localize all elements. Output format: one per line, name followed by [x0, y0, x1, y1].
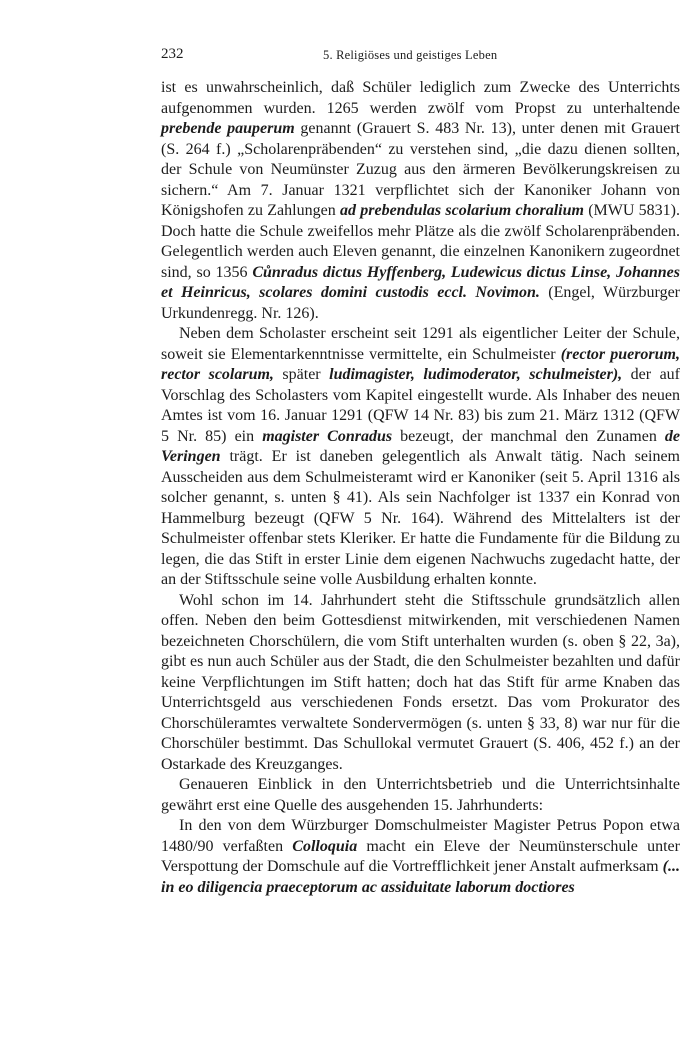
page-header: [161, 46, 683, 68]
text-run: In den von dem Würzburger Domschulmeister Magister Petrus Popon etwa 1480/90 verfaßten: [161, 817, 680, 855]
paragraph: [161, 78, 680, 324]
text-run: Genaueren Einblick in den Unterrichtsbetrieb und die Unterrichtsinhalte gewährt erst eine Quelle des ausgehenden 15. Jahrhunderts:: [161, 776, 680, 814]
text-run: genannt (Grauert S. 483 Nr. 13), unter denen mit Grauert (S. 264 f.) „Scholarenpräbenden“ zu verstehen sind, „die dazu dienen sollten, der Schule von Neumünster Zuzug aus den ärmeren Bevölkerungskreisen zu sichern.“ Am 7. Januar 1321 verpflichtet sich der Kanoniker Johann von Königshofen zu Zahlungen: [161, 120, 680, 219]
paragraph: [161, 816, 680, 898]
italic-citation: ludimagister, ludimoderator, schulmeister),: [329, 366, 623, 383]
running-title: 5. Religiöses und geistiges Leben: [323, 48, 498, 62]
body-text: [161, 78, 680, 898]
italic-citation: magister Conradus: [262, 427, 393, 445]
italic-citation: Cůnradus dictus Hyffenberg, Ludewicus dictus Linse, Johannes et Heinricus, scolares domini custodis eccl. Novimon.: [161, 263, 680, 301]
italic-citation: de Veringen: [161, 427, 680, 465]
italic-citation: Colloquia: [292, 837, 358, 855]
text-run: bezeugt, der manchmal den Zunamen: [392, 427, 665, 445]
text-run: macht ein Eleve der Neumünsterschule unter Verspottung der Domschule auf die Vortrefflichkeit jener Anstalt aufmerksam: [161, 837, 680, 875]
text-run: (MWU 5831). Doch hatte die Schule zweifellos mehr Plätze als die zwölf Scholarenpräbenden. Gelegentlich werden auch Eleven genannt, die einzelnen Kanonikern zugeordnet sind, so 1356: [161, 202, 681, 281]
text-run: der auf Vorschlag des Scholasters vom Kapitel eingestellt wurde. Als Inhaber des neuen Amtes ist vom 16. Januar 1291 (QFW 14 Nr. 83) bis zum 21. März 1312 (QFW 5 Nr. 85) ein: [161, 366, 680, 445]
text-run: ist es unwahrscheinlich, daß Schüler lediglich zum Zwecke des Unterrichts aufgenommen wurden. 1265 werden zwölf vom Propst zu unterhaltende: [161, 79, 680, 117]
text-run: (Engel, Würzburger Urkundenregg. Nr. 126).: [161, 284, 681, 322]
italic-citation: (... in eo diligencia praeceptorum ac assiduitate laborum doctiores: [161, 858, 680, 896]
italic-citation: (rector puerorum, rector scolarum,: [161, 345, 680, 383]
text-run: Neben dem Scholaster erscheint seit 1291 als eigentlicher Leiter der Schule, soweit sie Elementarkenntnisse vermittelte, ein Schulmeister: [161, 325, 680, 363]
paragraph: [161, 591, 680, 776]
paragraph: [161, 775, 680, 816]
italic-citation: ad prebendulas scolarium choralium: [339, 202, 584, 219]
page-number: 232: [161, 46, 184, 62]
text-run: trägt. Er ist daneben gelegentlich als Anwalt tätig. Nach seinem Ausscheiden aus dem Schulmeisteramt wird er Kanoniker (seit 5. April 1316 als solcher genannt, s. unten § 41). Als sein Nachfolger ist 1337 ein Konrad von Hammelburg bezeugt (QFW 5 Nr. 164). Während des Mittelalters ist der Schulmeister offenbar stets Kleriker. Er hatte die Fundamente für die Bildung zu legen, die das Stift in erster Linie dem eigenen Nachwuchs zugedacht hatte, der an der Stiftsschule seine volle Ausbildung erhalten konnte.: [161, 448, 680, 588]
italic-citation: prebende pauperum: [161, 120, 295, 137]
text-run: Wohl schon im 14. Jahrhundert steht die Stiftsschule grundsätzlich allen offen. Neben den beim Gottesdienst mitwirkenden, mit verschiedenen Namen bezeichneten Chorschülern, die vom Stift unterhalten wurden (s. oben § 22, 3a), gibt es nun auch Schüler aus der Stadt, die den Schulmeister bezahlten und dafür keine Verpflichtungen im Stift hatten; doch hat das Stift für arme Knaben das Unterrichtsgeld aus verschiedenen Fonds ersetzt. Das vom Prokurator des Chorschüleramtes verwaltete Sondervermögen (s. unten § 33, 8) war nur für die Chorschüler bestimmt. Das Schullokal vermutet Grauert (S. 406, 452 f.) an der Ostarkade des Kreuzganges.: [161, 591, 680, 773]
paragraph: [161, 324, 680, 591]
text-run: später: [273, 366, 330, 383]
